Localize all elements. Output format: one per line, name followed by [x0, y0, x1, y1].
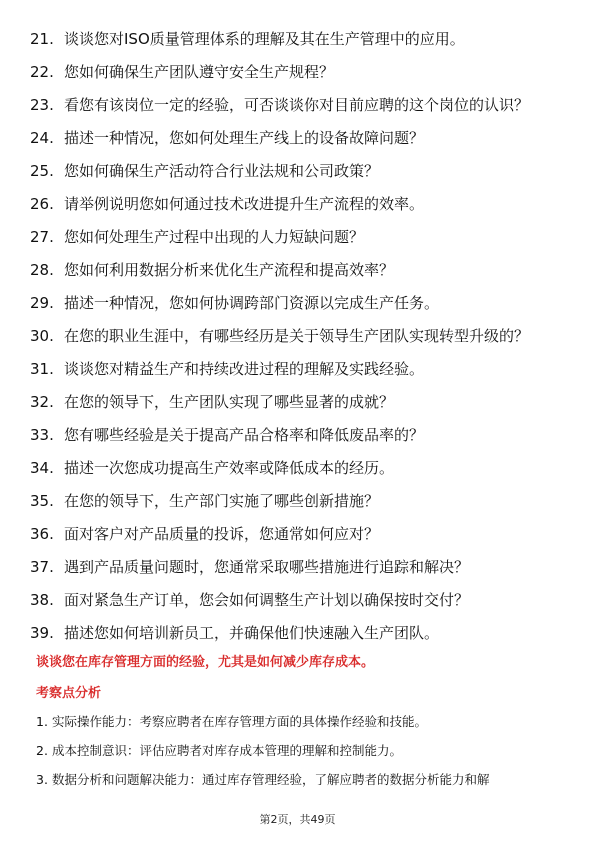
analysis-point-text: 数据分析和问题解决能力：通过库存管理经验，了解应聘者的数据分析能力和解 — [52, 772, 490, 787]
question-number: 26. — [30, 195, 54, 213]
question-text: 您如何处理生产过程中出现的人力短缺问题？ — [64, 228, 365, 246]
analysis-point — [36, 771, 571, 789]
question-text: 谈谈您对精益生产和持续改进过程的理解及实践经验。 — [64, 360, 425, 378]
analysis-point-number: 1. — [36, 714, 48, 729]
question-number: 23. — [30, 96, 54, 114]
question-number: 21. — [30, 30, 54, 48]
question-item — [30, 522, 570, 547]
question-item — [30, 456, 570, 481]
question-item — [30, 555, 570, 580]
question-text: 您如何利用数据分析来优化生产流程和提高效率？ — [64, 261, 395, 279]
question-number: 35. — [30, 492, 54, 510]
analysis-point-text: 实际操作能力：考察应聘者在库存管理方面的具体操作经验和技能。 — [52, 714, 428, 729]
question-text: 看您有该岗位一定的经验，可否谈谈你对目前应聘的这个岗位的认识？ — [64, 96, 530, 114]
question-number: 39. — [30, 624, 54, 642]
question-text: 面对紧急生产订单，您会如何调整生产计划以确保按时交付？ — [64, 591, 470, 609]
question-number: 32. — [30, 393, 54, 411]
question-text: 遇到产品质量问题时，您通常采取哪些措施进行追踪和解决？ — [64, 558, 470, 576]
question-number: 38. — [30, 591, 54, 609]
question-number: 24. — [30, 129, 54, 147]
question-text: 描述一种情况，您如何协调跨部门资源以完成生产任务。 — [64, 294, 440, 312]
question-text: 描述您如何培训新员工，并确保他们快速融入生产团队。 — [64, 624, 440, 642]
question-number: 22. — [30, 63, 54, 81]
question-number: 28. — [30, 261, 54, 279]
question-item — [30, 93, 570, 118]
question-number: 31. — [30, 360, 54, 378]
analysis-point-text: 成本控制意识：评估应聘者对库存成本管理的理解和控制能力。 — [52, 743, 403, 758]
question-number: 29. — [30, 294, 54, 312]
question-item — [30, 27, 570, 52]
question-item — [30, 192, 570, 217]
question-text: 请举例说明您如何通过技术改进提升生产流程的效率。 — [64, 195, 425, 213]
question-text: 在您的领导下，生产团队实现了哪些显著的成就？ — [64, 393, 395, 411]
question-item — [30, 390, 570, 415]
page-footer: 第2页，共49页 — [259, 813, 336, 826]
question-number: 30. — [30, 327, 54, 345]
question-text: 描述一次您成功提高生产效率或降低成本的经历。 — [64, 459, 395, 477]
question-number: 25. — [30, 162, 54, 180]
analysis-point — [36, 713, 571, 731]
question-item — [30, 291, 570, 316]
question-item — [30, 588, 570, 613]
question-item — [30, 159, 570, 184]
question-text: 在您的领导下，生产部门实施了哪些创新措施？ — [64, 492, 380, 510]
question-item — [30, 258, 570, 283]
analysis-point-number: 2. — [36, 743, 48, 758]
question-item — [30, 126, 570, 151]
question-number: 27. — [30, 228, 54, 246]
question-number: 37. — [30, 558, 54, 576]
question-number: 33. — [30, 426, 54, 444]
question-text: 在您的职业生涯中，有哪些经历是关于领导生产团队实现转型升级的？ — [64, 327, 530, 345]
question-text: 面对客户对产品质量的投诉，您通常如何应对？ — [64, 525, 380, 543]
analysis-point — [36, 742, 571, 760]
question-text: 您如何确保生产活动符合行业法规和公司政策？ — [64, 162, 380, 180]
section-heading: 谈谈您在库存管理方面的经验，尤其是如何减少库存成本。 — [36, 655, 375, 670]
question-number: 34. — [30, 459, 54, 477]
question-text: 您有哪些经验是关于提高产品合格率和降低废品率的？ — [64, 426, 425, 444]
question-item — [30, 357, 570, 382]
analysis-points — [36, 713, 571, 800]
question-text: 谈谈您对ISO质量管理体系的理解及其在生产管理中的应用。 — [64, 30, 465, 48]
question-text: 描述一种情况，您如何处理生产线上的设备故障问题？ — [64, 129, 425, 147]
question-item — [30, 225, 570, 250]
question-item — [30, 60, 570, 85]
question-item — [30, 423, 570, 448]
question-item — [30, 621, 570, 646]
question-text: 您如何确保生产团队遵守安全生产规程？ — [64, 63, 335, 81]
analysis-point-number: 3. — [36, 772, 48, 787]
question-list — [30, 27, 570, 646]
question-item — [30, 324, 570, 349]
question-item — [30, 489, 570, 514]
analysis-subheading: 考察点分析 — [36, 686, 102, 701]
question-number: 36. — [30, 525, 54, 543]
